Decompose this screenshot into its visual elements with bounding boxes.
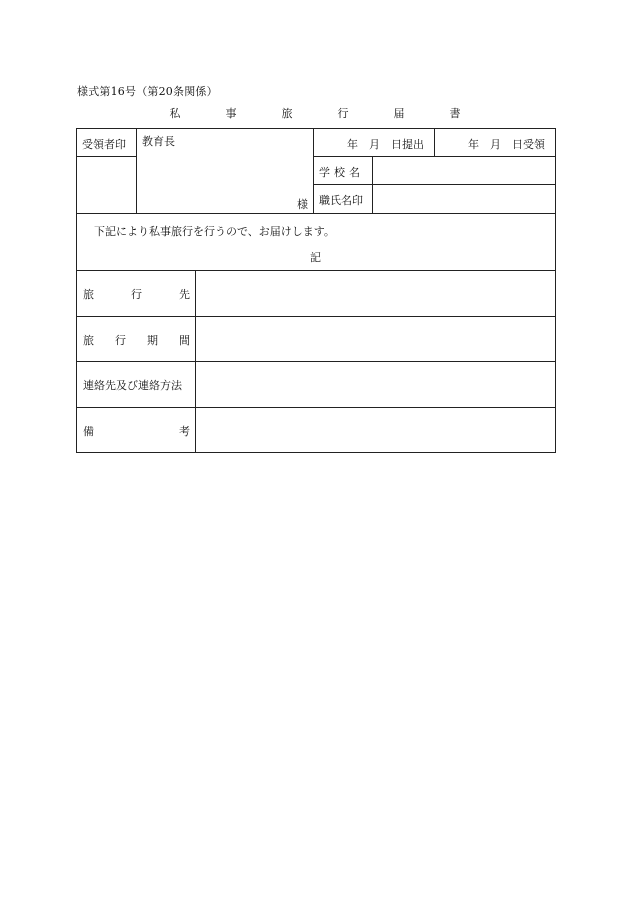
grid-line	[195, 270, 196, 453]
row-label-remarks	[83, 423, 190, 439]
statement-text: 下記により私事旅行を行うので、お届けします。	[94, 225, 335, 238]
grid-line	[77, 361, 556, 362]
school-name-label: 学校名	[319, 166, 364, 179]
received-date: 年 月 日受領	[468, 138, 545, 151]
label-part: 旅	[83, 288, 94, 301]
grid-line	[77, 270, 556, 271]
grid-line	[136, 129, 137, 213]
ki-marker: 記	[310, 251, 321, 264]
label-part: 期	[147, 334, 158, 347]
row-label-period	[83, 332, 190, 348]
document-title: 私 事 旅 行 届 書	[169, 107, 478, 120]
addressee: 教育長	[142, 135, 175, 148]
label-part: 備	[83, 425, 94, 438]
grid-line	[434, 129, 435, 156]
label-part: 行	[115, 334, 126, 347]
grid-line	[77, 213, 556, 214]
row-label-destination	[83, 286, 190, 302]
grid-line	[77, 407, 556, 408]
travel-notification-form	[76, 128, 556, 453]
label-part: 行	[131, 288, 142, 301]
submitted-date: 年 月 日提出	[347, 138, 424, 151]
receiver-seal-box	[77, 157, 136, 213]
row-label-contact: 連絡先及び連絡方法	[83, 379, 182, 392]
label-part: 先	[179, 288, 190, 301]
grid-line	[372, 156, 373, 213]
form-number: 様式第16号（第20条関係）	[77, 85, 218, 98]
grid-line	[313, 184, 556, 185]
honorific: 様	[297, 198, 308, 211]
receiver-seal-label: 受領者印	[82, 138, 126, 151]
grid-line	[313, 129, 314, 213]
grid-line	[77, 316, 556, 317]
label-part: 間	[179, 334, 190, 347]
grid-line	[313, 156, 556, 157]
label-part: 旅	[83, 334, 94, 347]
label-part: 考	[179, 425, 190, 438]
position-name-seal-label: 職氏名印	[319, 194, 363, 207]
